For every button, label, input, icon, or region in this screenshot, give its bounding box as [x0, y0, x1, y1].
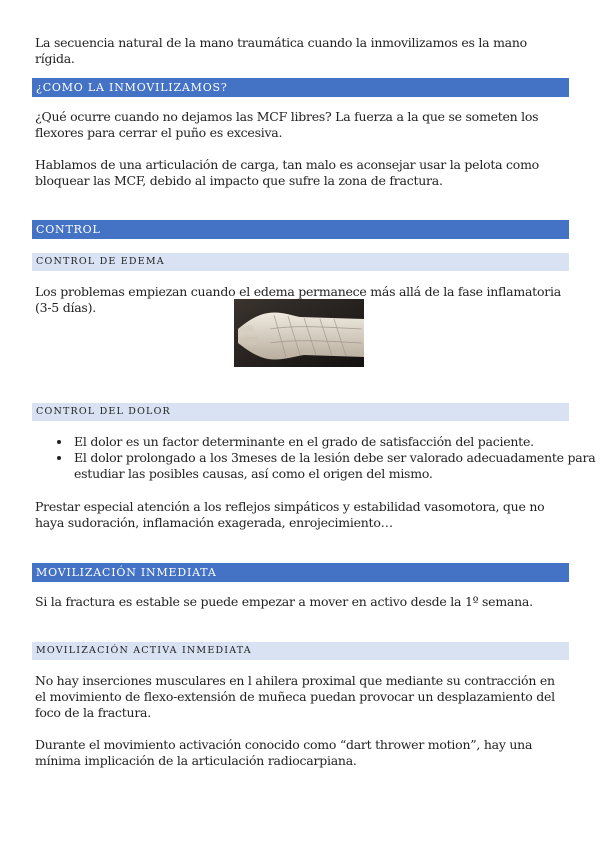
- paragraph-edema: Los problemas empiezan cuando el edema permanece más allá de la fase inflamatoria (3-5 días).: [35, 284, 561, 315]
- list-item: • El dolor prolongado a los 3meses de la lesión debe ser valorado adecuadamente para estudiar las posibles causas, así como el origen del mismo.: [72, 450, 600, 482]
- list-item: • El dolor es un factor determinante en el grado de satisfacción del paciente.: [72, 434, 600, 450]
- dolor-bullet-list: [35, 434, 600, 482]
- heading-control-dolor: CONTROL DEL DOLOR: [32, 403, 569, 421]
- paragraph-mcf-libres: ¿Qué ocurre cuando no dejamos las MCF libres? La fuerza a la que se someten los flexores para cerrar el puño es excesiva.: [35, 109, 539, 140]
- intro-paragraph: La secuencia natural de la mano traumática cuando la inmovilizamos es la mano rígida.: [35, 35, 527, 66]
- heading-como-inmovilizamos: ¿COMO LA INMOVILIZAMOS?: [32, 78, 569, 97]
- paragraph-dart-thrower: Durante el movimiento activación conocido como “dart thrower motion”, hay una mínima implicación de la articulación radiocarpiana.: [35, 737, 533, 768]
- paragraph-reflejos-simpaticos: Prestar especial atención a los reflejos simpáticos y estabilidad vasomotora, que no haya sudoración, inflamación exagerada, enrojecimiento…: [35, 499, 545, 530]
- bandaged-hand-image: [234, 299, 364, 367]
- heading-control: CONTROL: [32, 220, 569, 239]
- paragraph-inserciones-musculares: No hay inserciones musculares en l ahilera proximal que mediante su contracción en el movimiento de flexo-extensión de muñeca puedan provocar un desplazamiento del foco de la fractura.: [35, 673, 555, 720]
- paragraph-articulacion-carga: Hablamos de una articulación de carga, tan malo es aconsejar usar la pelota como bloquear las MCF, debido al impacto que sufre la zona de fractura.: [35, 157, 539, 188]
- bandaged-hand-photo: [234, 299, 364, 367]
- heading-movilizacion-activa: MOVILIZACIÓN ACTIVA INMEDIATA: [32, 642, 569, 660]
- paragraph-fractura-estable: Si la fractura es estable se puede empezar a mover en activo desde la 1º semana.: [35, 594, 533, 609]
- heading-control-edema: CONTROL DE EDEMA: [32, 253, 569, 271]
- heading-movilizacion-inmediata: MOVILIZACIÓN INMEDIATA: [32, 563, 569, 582]
